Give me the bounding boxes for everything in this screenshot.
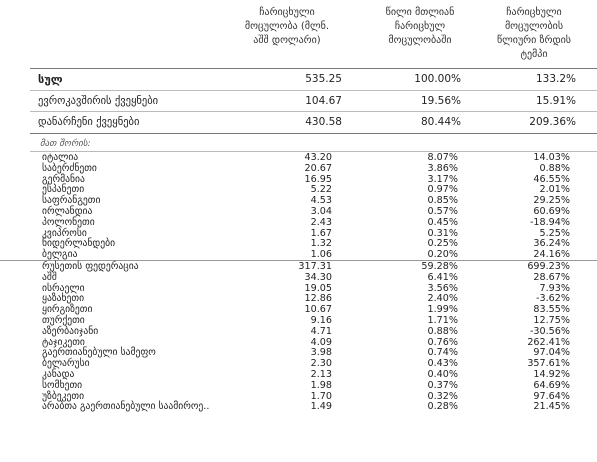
row-share: 0.40% (427, 368, 458, 380)
row-share: 0.20% (427, 249, 458, 261)
row-volume: 16.95 (304, 173, 332, 185)
summary-volume: 430.58 (305, 116, 342, 128)
row-country: თურქეთი (42, 314, 85, 326)
row-country: პოლონეთი (42, 216, 95, 228)
table-row (0, 326, 597, 337)
header-col-volume-line2: მოცულობა (მლნ. (244, 21, 330, 32)
row-country: ყირგიზეთი (42, 304, 93, 316)
summary-row-other (0, 113, 597, 132)
summary-share: 100.00% (414, 73, 461, 85)
row-volume: 43.20 (304, 152, 332, 163)
row-country: საფრანგეთი (42, 195, 101, 207)
row-growth: 699.23% (527, 260, 570, 272)
summary-label: დანარჩენი ქვეყნები (38, 116, 140, 128)
header-col-share-line1: წილი მთლიან (385, 7, 455, 18)
table-row (0, 174, 597, 185)
row-growth: 97.64% (533, 390, 570, 402)
row-growth: 14.03% (533, 152, 570, 163)
row-growth: 262.41% (527, 336, 570, 348)
row-country: აზერბაიჯანი (42, 325, 99, 337)
row-share: 0.97% (427, 184, 458, 196)
header-col-volume-line1: ჩარიცხული (259, 7, 315, 18)
row-growth: 36.24% (533, 238, 570, 250)
row-share: 59.28% (421, 260, 458, 272)
row-country: კვიპროსი (42, 227, 87, 239)
row-share: 0.74% (427, 347, 458, 359)
row-country: არაბთა გაერთიანებული საამიროე.. (42, 401, 210, 413)
row-volume: 1.32 (310, 238, 332, 250)
table-row (0, 206, 597, 217)
row-country: ყაზახეთი (42, 293, 85, 305)
row-country: იტალია (42, 152, 79, 163)
row-share: 0.28% (427, 401, 458, 413)
row-growth: -18.94% (529, 216, 570, 228)
row-share: 0.76% (427, 336, 458, 348)
table-row (0, 163, 597, 174)
row-growth: 64.69% (533, 379, 570, 391)
row-share: 0.25% (427, 238, 458, 250)
row-growth: 29.25% (533, 195, 570, 207)
row-country: კანადა (42, 368, 75, 380)
row-share: 1.71% (427, 314, 458, 326)
row-country: ტაჯიკეთი (42, 336, 85, 348)
row-country: ირლანდია (42, 205, 93, 217)
row-country: უზბეკეთი (42, 390, 85, 402)
row-country: გაერთიანებული სამეფო (42, 347, 156, 359)
header-col-growth-line4: ტემპი (520, 49, 548, 60)
row-share: 6.41% (427, 271, 458, 283)
table-row (0, 369, 597, 380)
summary-share: 80.44% (420, 116, 461, 128)
row-volume: 2.30 (310, 358, 332, 370)
row-growth: -3.62% (536, 293, 570, 305)
row-volume: 9.16 (310, 314, 332, 326)
table-row (0, 304, 597, 315)
summary-growth: 209.36% (529, 116, 576, 128)
row-share: 3.86% (427, 162, 458, 174)
row-volume: 10.67 (304, 304, 332, 316)
row-share: 2.40% (427, 293, 458, 305)
row-volume: 1.98 (310, 379, 332, 391)
row-country: რუსეთის ფედერაცია (42, 260, 139, 272)
row-growth: 14.92% (533, 368, 570, 380)
row-growth: 28.67% (533, 271, 570, 283)
header-col-growth-line2: მოცულობის (504, 21, 564, 32)
table-row (0, 260, 597, 272)
row-growth: 60.69% (533, 205, 570, 217)
summary-label: ევროკავშირის ქვეყნები (38, 95, 159, 107)
row-growth: 97.04% (533, 347, 570, 359)
row-growth: 12.75% (533, 314, 570, 326)
header-divider (30, 68, 597, 69)
table-row (0, 315, 597, 326)
table-row (0, 152, 597, 163)
header-col-share-line2: ჩარიცხულ (394, 21, 446, 32)
row-volume: 4.09 (310, 336, 332, 348)
table-row (0, 283, 597, 294)
row-growth: 7.93% (539, 282, 570, 294)
row-country: ესპანეთი (42, 184, 85, 196)
row-volume: 3.98 (310, 347, 332, 359)
row-growth: 5.25% (539, 227, 570, 239)
row-share: 0.32% (427, 390, 458, 402)
table-row (0, 380, 597, 391)
summary-row-total (0, 70, 597, 89)
summary-volume: 104.67 (305, 95, 342, 107)
row-growth: 24.16% (533, 249, 570, 261)
header-col-growth-line1: ჩარიცხული (506, 7, 562, 18)
row-volume: 4.71 (310, 325, 332, 337)
summary-divider (30, 90, 597, 91)
row-share: 0.45% (427, 216, 458, 228)
row-share: 0.31% (427, 227, 458, 239)
country-table (0, 152, 597, 412)
table-row (0, 401, 597, 412)
row-country: გერმანია (42, 173, 85, 185)
summary-divider (30, 111, 597, 112)
row-volume: 2.13 (310, 368, 332, 380)
table-row (0, 358, 597, 369)
header-col-share-line3: მოცულობაში (388, 35, 452, 46)
row-growth: 2.01% (539, 184, 570, 196)
subheading: მათ შორის: (40, 139, 91, 149)
row-volume: 1.49 (310, 401, 332, 413)
row-country: ბელარუსი (42, 358, 90, 370)
row-growth: 357.61% (527, 358, 570, 370)
row-share: 1.99% (427, 304, 458, 316)
summary-bottom-divider (30, 133, 597, 134)
table-row (0, 391, 597, 402)
row-country: სომხეთი (42, 379, 83, 391)
row-share: 3.17% (427, 173, 458, 185)
row-volume: 20.67 (304, 162, 332, 174)
table-row (0, 347, 597, 358)
row-growth: 21.45% (533, 401, 570, 413)
table-row (0, 217, 597, 228)
row-share: 3.56% (427, 282, 458, 294)
row-share: 0.57% (427, 205, 458, 217)
row-volume: 4.53 (310, 195, 332, 207)
row-share: 0.37% (427, 379, 458, 391)
summary-label: სულ (38, 73, 63, 86)
row-country: ბელგია (42, 249, 78, 261)
table-row (0, 184, 597, 195)
header-col-volume (226, 6, 348, 48)
row-volume: 12.86 (304, 293, 332, 305)
row-country: ნიდერლანდები (42, 238, 116, 250)
row-growth: 83.55% (533, 304, 570, 316)
table-row (0, 293, 597, 304)
row-growth: 0.88% (539, 162, 570, 174)
row-volume: 1.06 (310, 249, 332, 261)
row-share: 0.43% (427, 358, 458, 370)
row-share: 0.88% (427, 325, 458, 337)
summary-share: 19.56% (420, 95, 461, 107)
table-row (0, 238, 597, 249)
row-share: 8.07% (427, 152, 458, 163)
row-volume: 1.70 (310, 390, 332, 402)
row-country: აშშ (42, 271, 57, 283)
row-volume: 317.31 (298, 260, 332, 272)
summary-row-eu (0, 92, 597, 111)
row-volume: 34.30 (304, 271, 332, 283)
summary-growth: 133.2% (535, 73, 576, 85)
summary-growth: 15.91% (535, 95, 576, 107)
table-row (0, 272, 597, 283)
table-row (0, 337, 597, 348)
row-volume: 19.05 (304, 282, 332, 294)
row-share: 0.85% (427, 195, 458, 207)
row-volume: 1.67 (310, 227, 332, 239)
header-col-growth (482, 6, 586, 62)
table-row (0, 228, 597, 239)
row-volume: 3.04 (310, 205, 332, 217)
row-growth: -30.56% (529, 325, 570, 337)
summary-volume: 535.25 (305, 73, 342, 85)
row-volume: 2.43 (310, 216, 332, 228)
row-country: საბერძნეთი (42, 162, 97, 174)
table-row (0, 195, 597, 206)
header-col-share (372, 6, 468, 48)
header-col-growth-line3: წლიური ზრდის (496, 35, 572, 46)
row-growth: 46.55% (533, 173, 570, 185)
row-country: ისრაელი (42, 282, 85, 294)
header-col-volume-line3: აშშ დოლარი) (253, 35, 321, 46)
table-row (0, 249, 597, 260)
row-volume: 5.22 (310, 184, 332, 196)
